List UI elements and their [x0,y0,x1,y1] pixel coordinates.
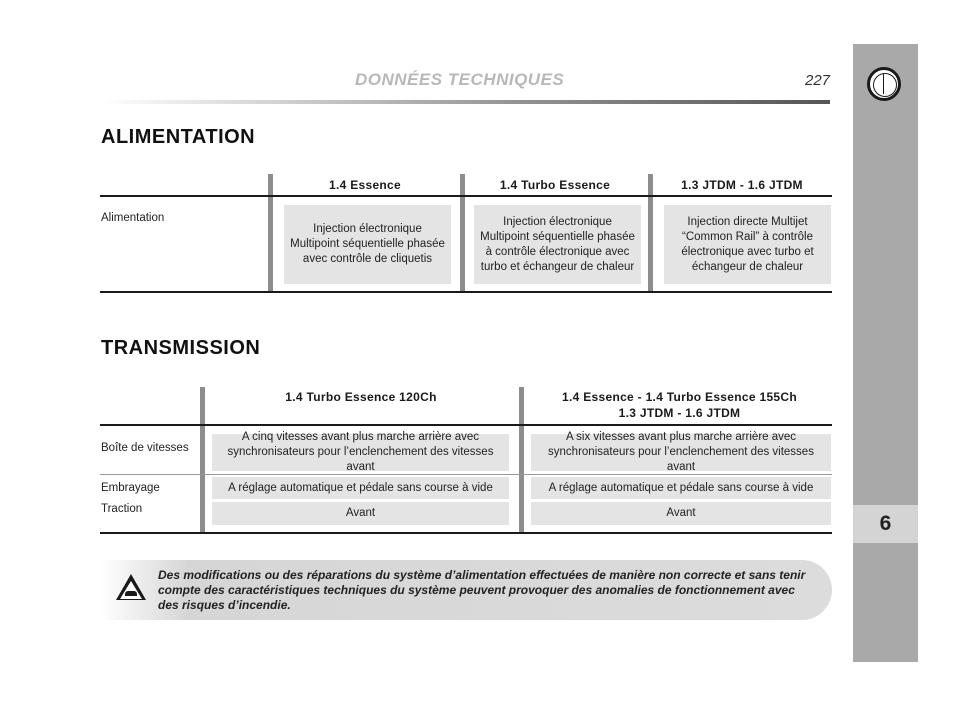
table-cell: Injection électronique Multipoint séquentielle phasée avec contrôle de cliquetis [284,205,451,284]
header-rule [100,100,830,104]
section-title-alimentation: ALIMENTATION [101,126,256,148]
column-header: 1.4 Turbo Essence [499,178,611,192]
chapter-side-tab [853,44,918,662]
column-header: 1.4 Turbo Essence 120Ch [285,390,437,404]
table-divider [648,174,653,292]
table-cell: A réglage automatique et pédale sans course à vide [531,477,831,499]
table-cell: A réglage automatique et pédale sans course à vide [212,477,509,499]
table-rule [100,291,832,293]
table-rule [100,532,832,534]
table-divider [519,387,524,533]
table-cell: Injection directe Multijet “Common Rail” à contrôle électronique avec turbo et échangeur de chaleur [664,205,831,284]
section-title-transmission: TRANSMISSION [101,337,261,359]
row-label: Traction [101,503,143,515]
car-symbol [125,591,137,596]
column-header: 1.3 JTDM - 1.6 JTDM [681,178,803,192]
table-divider [460,174,465,292]
chapter-number: 6 [853,505,918,543]
table-rule [100,424,832,426]
table-cell: Avant [212,502,509,525]
table-rule [100,195,832,197]
row-label: Alimentation [101,212,165,224]
table-divider [200,387,205,533]
row-rule [100,474,832,475]
page-number: 227 [805,72,831,89]
row-label: Boîte de vitesses [101,442,189,454]
column-header: 1.3 JTDM - 1.6 JTDM [618,406,741,420]
row-label: Embrayage [101,482,160,494]
column-header: 1.4 Essence - 1.4 Turbo Essence 155Ch [562,390,797,404]
table-divider [268,174,273,292]
table-cell: Injection électronique Multipoint séquentielle phasée à contrôle électronique avec turbo et échangeur de chaleur [474,205,641,284]
table-cell: A six vitesses avant plus marche arrière avec synchronisateurs pour l’enclenchement des vitesses avant [531,434,831,471]
warning-text: Des modifications ou des réparations du système d’alimentation effectuées de manière non correcte et sans tenir compte des caractéristiques techniques du système peuvent provoquer des anomalies de fonctionnement avec des risques d’incendie. [158,568,806,612]
column-header: 1.4 Essence [328,178,402,192]
table-cell: A cinq vitesses avant plus marche arrière avec synchronisateurs pour l’enclenchement des vitesses avant [212,434,509,471]
table-cell: Avant [531,502,831,525]
page-header-title: DONNÉES TECHNIQUES [355,70,565,89]
warning-triangle-inner [120,581,142,599]
brand-logo-icon [867,67,901,101]
